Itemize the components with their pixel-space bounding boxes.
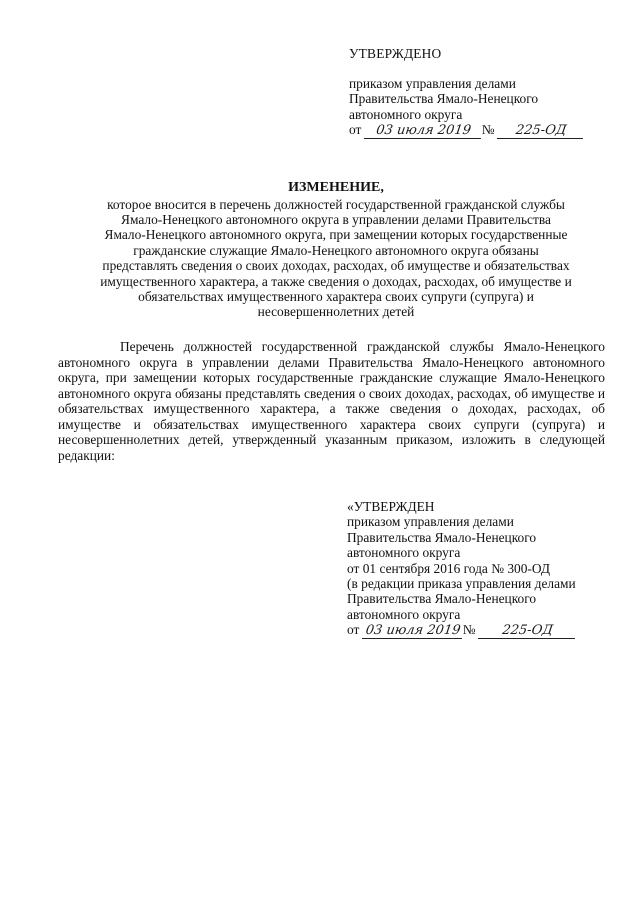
number-prefix: № [481,122,495,138]
subtitle-line: обязательствах имущественного характера своих супруги (супруга) и [138,289,534,305]
approval-block-top [349,46,629,139]
date-prefix: от [347,622,360,638]
subtitle-line: Ямало-Ненецкого автономного округа, при замещении которых государственные [104,227,568,243]
subtitle-line: несовершеннолетних детей [257,304,415,320]
approval-line: приказом управления делами [349,75,516,91]
approval-title: «УТВЕРЖДЕН [347,499,435,514]
approval-line: (в редакции приказа управления делами [347,576,576,592]
approval-block-bottom [347,499,632,639]
approval-order-line [349,122,629,139]
subtitle-line: которое вносится в перечень должностей государственной гражданской службы [107,196,565,212]
handwritten-date: 03 июля 2019 [362,623,464,639]
document-title: ИЗМЕНЕНИЕ, [288,180,384,195]
document-subtitle [76,197,596,320]
body-paragraph: Перечень должностей государственной гражданской службы Ямало-Ненецкого автономного округа в управлении делами Правительства Ямало-Ненецкого автономного округа, при замещении которых государственные гражданские служащие Ямало-Ненецкого автономного округа обязаны представлять сведения о своих доходах, расходах, об имуществе и обязательствах имущественного характера, а также сведения о доходах, расходах, об имуществе и обязательствах имущественного характера своих супруги (супруга) и несовершеннолетних детей, утвержденный указанным приказом, изложить в следующей редакции: [58,339,605,463]
approval-title: УТВЕРЖДЕНО [349,46,442,61]
subtitle-line: представлять сведения о своих доходах, расходах, об имуществе и обязательствах [102,258,570,274]
approval-lines [349,76,629,140]
date-prefix: от [349,122,362,138]
approval-order-line [347,622,632,639]
approval-line: приказом управления делами [347,514,514,530]
handwritten-number: 225-ОД [478,623,577,639]
approval-line: от 01 сентября 2016 года № 300-ОД [347,560,551,576]
number-prefix: № [462,622,476,638]
approval-line: Правительства Ямало-Ненецкого [347,591,537,607]
subtitle-line: Ямало-Ненецкого автономного округа в управлении делами Правительства [121,212,551,227]
handwritten-date: 03 июля 2019 [364,123,483,139]
subtitle-line: гражданские служащие Ямало-Ненецкого автономного округа обязаны [133,242,539,258]
handwritten-number: 225-ОД [497,123,585,139]
document-heading [76,180,596,320]
approval-line: Правительства Ямало-Ненецкого [347,529,537,545]
approval-line: автономного округа [349,106,463,122]
subtitle-line: имущественного характера, а также сведения о доходах, расходах, об имуществе и [100,273,572,289]
approval-line: Правительства Ямало-Ненецкого [349,91,539,107]
approval-line: автономного округа [347,606,461,622]
approval-line: автономного округа [347,545,461,561]
